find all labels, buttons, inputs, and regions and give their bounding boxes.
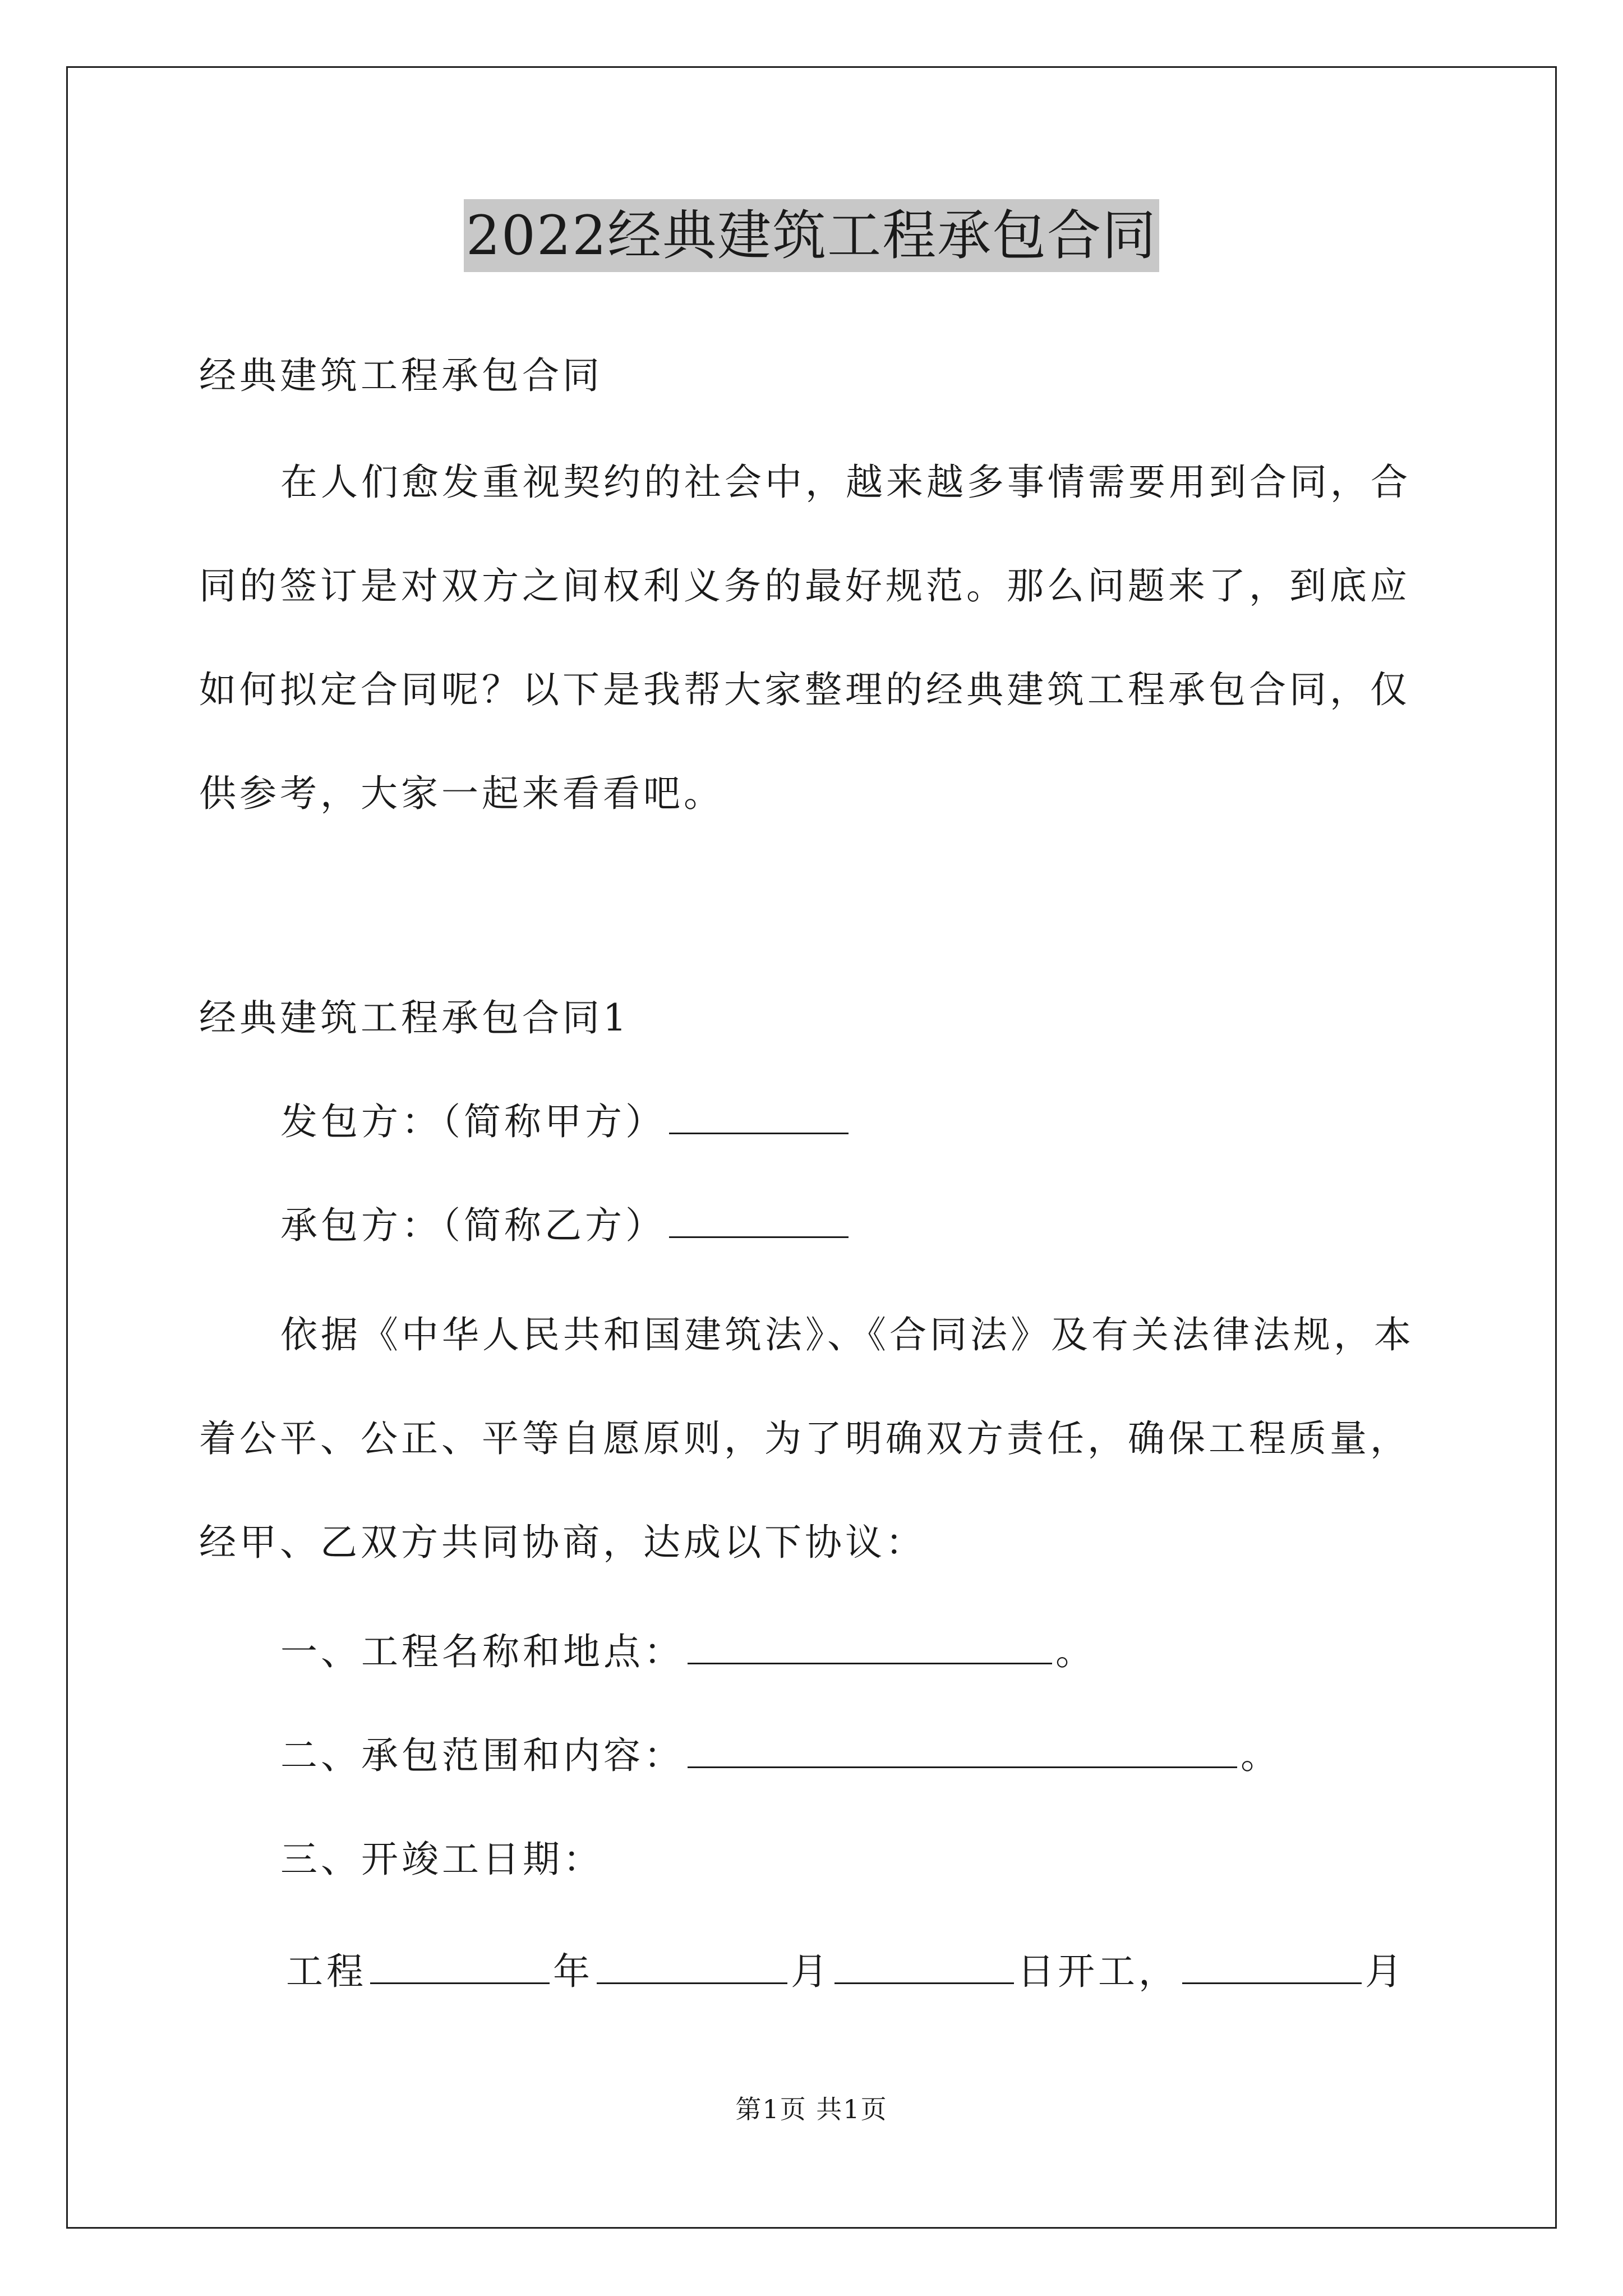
party-a-label: 发包方：（简称甲方） — [280, 1100, 666, 1143]
item2-blank[interactable] — [688, 1732, 1237, 1768]
month-blank[interactable] — [597, 1948, 787, 1984]
intro-line-3: 如何拟定合同呢？以下是我帮大家整理的经典建筑工程承包合同，仅 — [199, 668, 1410, 711]
intro-line-2: 同的签订是对双方之间权利义务的最好规范。那么问题来了，到底应 — [199, 564, 1410, 608]
party-a-blank[interactable] — [669, 1098, 849, 1134]
party-b-blank[interactable] — [669, 1202, 849, 1238]
day-blank[interactable] — [834, 1948, 1014, 1984]
year-label: 年 — [553, 1950, 593, 1993]
item1-blank[interactable] — [688, 1628, 1052, 1664]
year-blank[interactable] — [370, 1948, 550, 1984]
page-footer: 第1页 共1页 — [735, 2094, 888, 2124]
section-heading: 经典建筑工程承包合同1 — [199, 996, 630, 1039]
item2-end: 。 — [1241, 1734, 1281, 1777]
month2-blank[interactable] — [1182, 1948, 1362, 1984]
intro-line-4: 供参考，大家一起来看看吧。 — [199, 772, 724, 815]
item2-line — [280, 1731, 1514, 1781]
document-title: 2022经典建筑工程承包合同 — [464, 199, 1159, 272]
party-b-label: 承包方：（简称乙方） — [280, 1204, 666, 1247]
month2-label: 月 — [1365, 1950, 1405, 1993]
basis-line-2: 着公平、公正、平等自愿原则，为了明确双方责任，确保工程质量， — [199, 1417, 1410, 1460]
item1-end: 。 — [1055, 1630, 1096, 1673]
document-subtitle: 经典建筑工程承包合同 — [199, 354, 603, 397]
intro-line-1 — [280, 457, 1427, 508]
day-start-label: 日开工， — [1017, 1950, 1179, 1993]
intro-text-1: 在人们愈发重视契约的社会中，越来越多事情需要用到合同，合 — [280, 461, 1411, 504]
basis-line-1: 依据《中华人民共和国建筑法》、《合同法》及有关法律法规，本 — [280, 1313, 1414, 1356]
item2-label: 二、承包范围和内容： — [280, 1734, 684, 1777]
month-label: 月 — [791, 1950, 831, 1993]
party-b-line — [280, 1200, 1514, 1251]
item3-line: 三、开竣工日期： — [280, 1838, 603, 1881]
basis-line-3: 经甲、乙双方共同协商，达成以下协议： — [199, 1521, 926, 1564]
party-a-line — [280, 1097, 1514, 1147]
date-prefix: 工程 — [286, 1950, 367, 1993]
item1-line — [280, 1627, 1514, 1677]
title-container — [0, 199, 1623, 272]
date-line — [286, 1947, 1520, 1997]
item1-label: 一、工程名称和地点： — [280, 1630, 684, 1673]
